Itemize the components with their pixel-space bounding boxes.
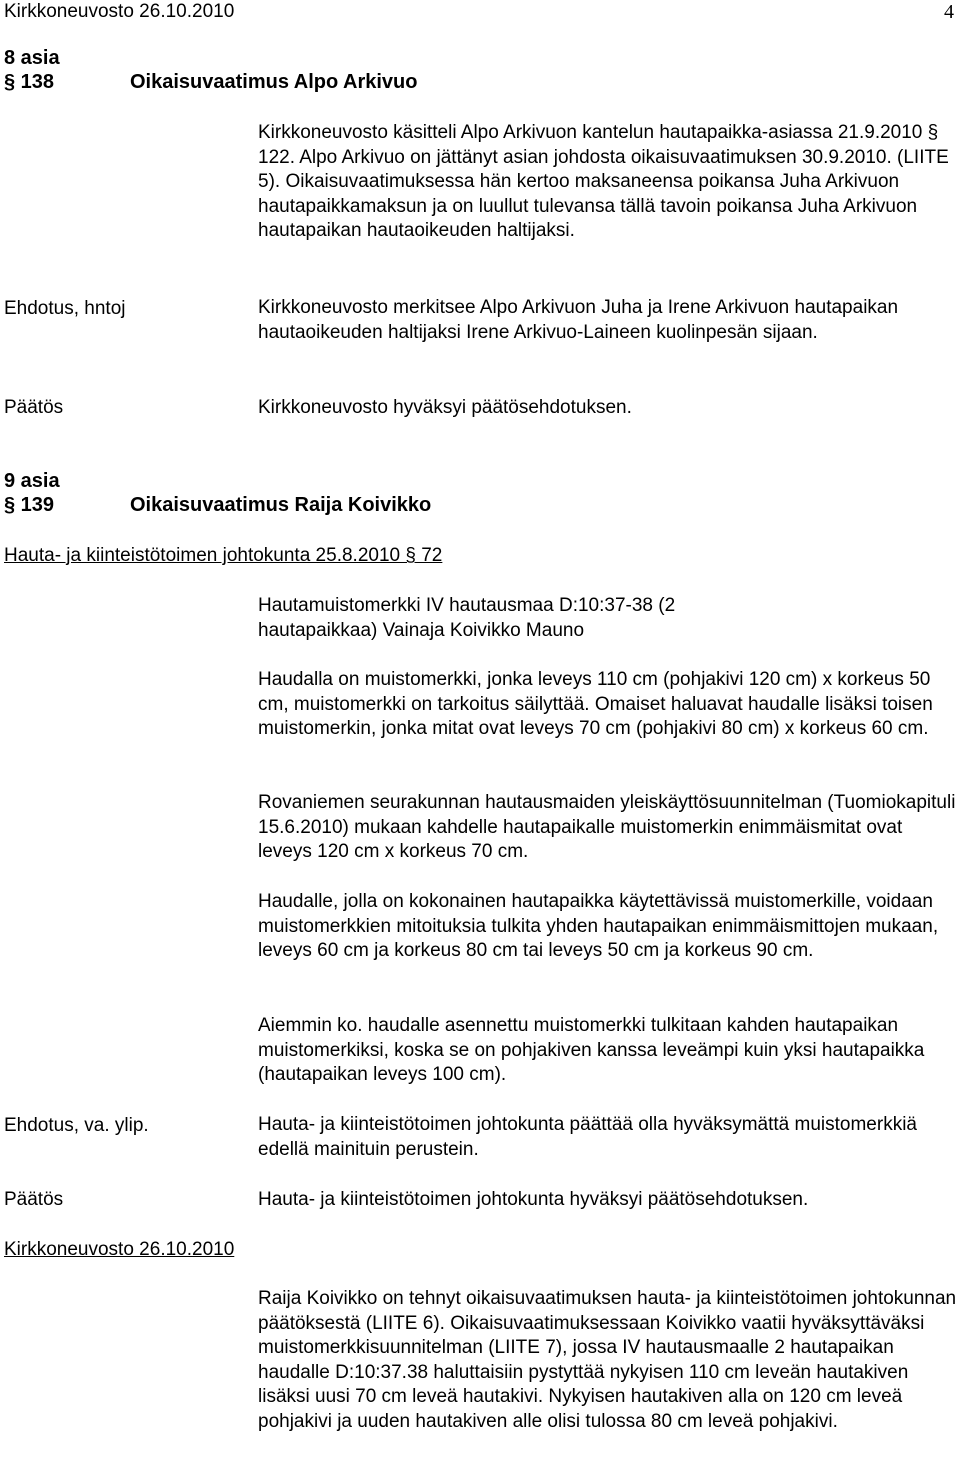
item9-paragraph-4: Haudalle, jolla on kokonainen hautapaikka käytettävissä muistomerkille, voidaan muistomerkkien mitoituksia tulkita yhden hautapaikan enimmäismittojen mukaan, leveys 60 cm ja korkeus 80 cm tai leveys 50 cm ja korkeus 90 cm. [258, 891, 939, 961]
item9-proposal-label: Ehdotus, va. ylip. [4, 1115, 149, 1136]
item9-proposal-text: Hauta- ja kiinteistötoimen johtokunta päättää olla hyväksymättä muistomerkkiä edellä mainituin perustein. [258, 1114, 917, 1160]
item8-decision-text: Kirkkoneuvosto hyväksyi päätösehdotuksen. [258, 397, 632, 418]
item9-paragraph-5: Aiemmin ko. haudalle asennettu muistomerkki tulkitaan kahden hautapaikan muistomerkiksi, koska se on pohjakiven kanssa leveämpi kuin yksi hautapaikka (hautapaikan leveys 100 cm). [258, 1015, 925, 1085]
item8-decision-label: Päätös [4, 397, 64, 418]
item9-asia: 9 asia [4, 470, 60, 492]
item9-decision-label: Päätös [4, 1189, 64, 1210]
document-header: Kirkkoneuvosto 26.10.2010 [4, 1, 235, 22]
item9-paragraph-3: Rovaniemen seurakunnan hautausmaiden yleiskäyttösuunnitelman (Tuomiokapituli 15.6.2010) mukaan kahdelle hautapaikalle muistomerkin enimmäismitat ovat leveys 120 cm x korkeus 70 cm. [258, 792, 956, 862]
item9-board-reference: Hauta- ja kiinteistötoimen johtokunta 25.8.2010 § 72 [4, 545, 443, 566]
item9-heading [4, 493, 432, 517]
item8-heading [4, 70, 418, 94]
item9-council-reference: Kirkkoneuvosto 26.10.2010 [4, 1239, 235, 1260]
item9-title: Oikaisuvaatimus Raija Koivikko [130, 494, 432, 516]
item8-paragraph-number: § 138 [4, 71, 55, 93]
page-number: 4 [944, 1, 954, 23]
item8-intro: Kirkkoneuvosto käsitteli Alpo Arkivuon kantelun hautapaikka-asiassa 21.9.2010 § 122. Alpo Arkivuo on jättänyt asian johdosta oikaisuvaatimuksen 30.9.2010. (LIITE 5). Oikaisuvaatimuksessa hän kertoo maksaneensa poikansa Juha Arkivuon hautapaikkamaksun ja on luullut tulevansa tällä tavoin poikansa Juha Arkivuon hautapaikan hautaoikeuden haltijaksi. [258, 122, 949, 241]
item8-title: Oikaisuvaatimus Alpo Arkivuo [130, 71, 418, 93]
item9-decision-text: Hauta- ja kiinteistötoimen johtokunta hyväksyi päätösehdotuksen. [258, 1189, 809, 1210]
item9-paragraph-number: § 139 [4, 494, 55, 516]
item8-proposal-label: Ehdotus, hntoj [4, 298, 126, 319]
item9-paragraph-6: Raija Koivikko on tehnyt oikaisuvaatimuksen hauta- ja kiinteistötoimen johtokunnan päätöksestä (LIITE 6). Oikaisuvaatimuksessaan Koivikko vaatii hyväksyttäväksi muistomerkkisuunnitelman (LIITE 7), jossa IV hautausmaalle 2 hautapaikan haudalle D:10:37.38 haluttaisiin pystyttää nykyisen 110 cm leveän hautakiven lisäksi uusi 70 cm leveä hautakivi. Nykyisen hautakiven alla on 120 cm leveä pohjakivi ja uuden hautakiven alle olisi tulossa 80 cm leveä pohjakivi. [258, 1288, 957, 1432]
item9-paragraph-1: Hautamuistomerkki IV hautausmaa D:10:37-38 (2 hautapaikkaa) Vainaja Koivikko Mauno [258, 595, 676, 641]
item8-proposal-text: Kirkkoneuvosto merkitsee Alpo Arkivuon Juha ja Irene Arkivuon hautapaikan hautaoikeuden haltijaksi Irene Arkivuo-Laineen kuolinpesän sijaan. [258, 297, 899, 343]
item8-asia: 8 asia [4, 47, 60, 69]
item9-paragraph-2: Haudalla on muistomerkki, jonka leveys 110 cm (pohjakivi 120 cm) x korkeus 50 cm, muistomerkki on tarkoitus säilyttää. Omaiset haluavat haudalle lisäksi toisen muistomerkin, jonka mitat ovat leveys 70 cm (pohjakivi 80 cm) x korkeus 60 cm. [258, 669, 933, 739]
